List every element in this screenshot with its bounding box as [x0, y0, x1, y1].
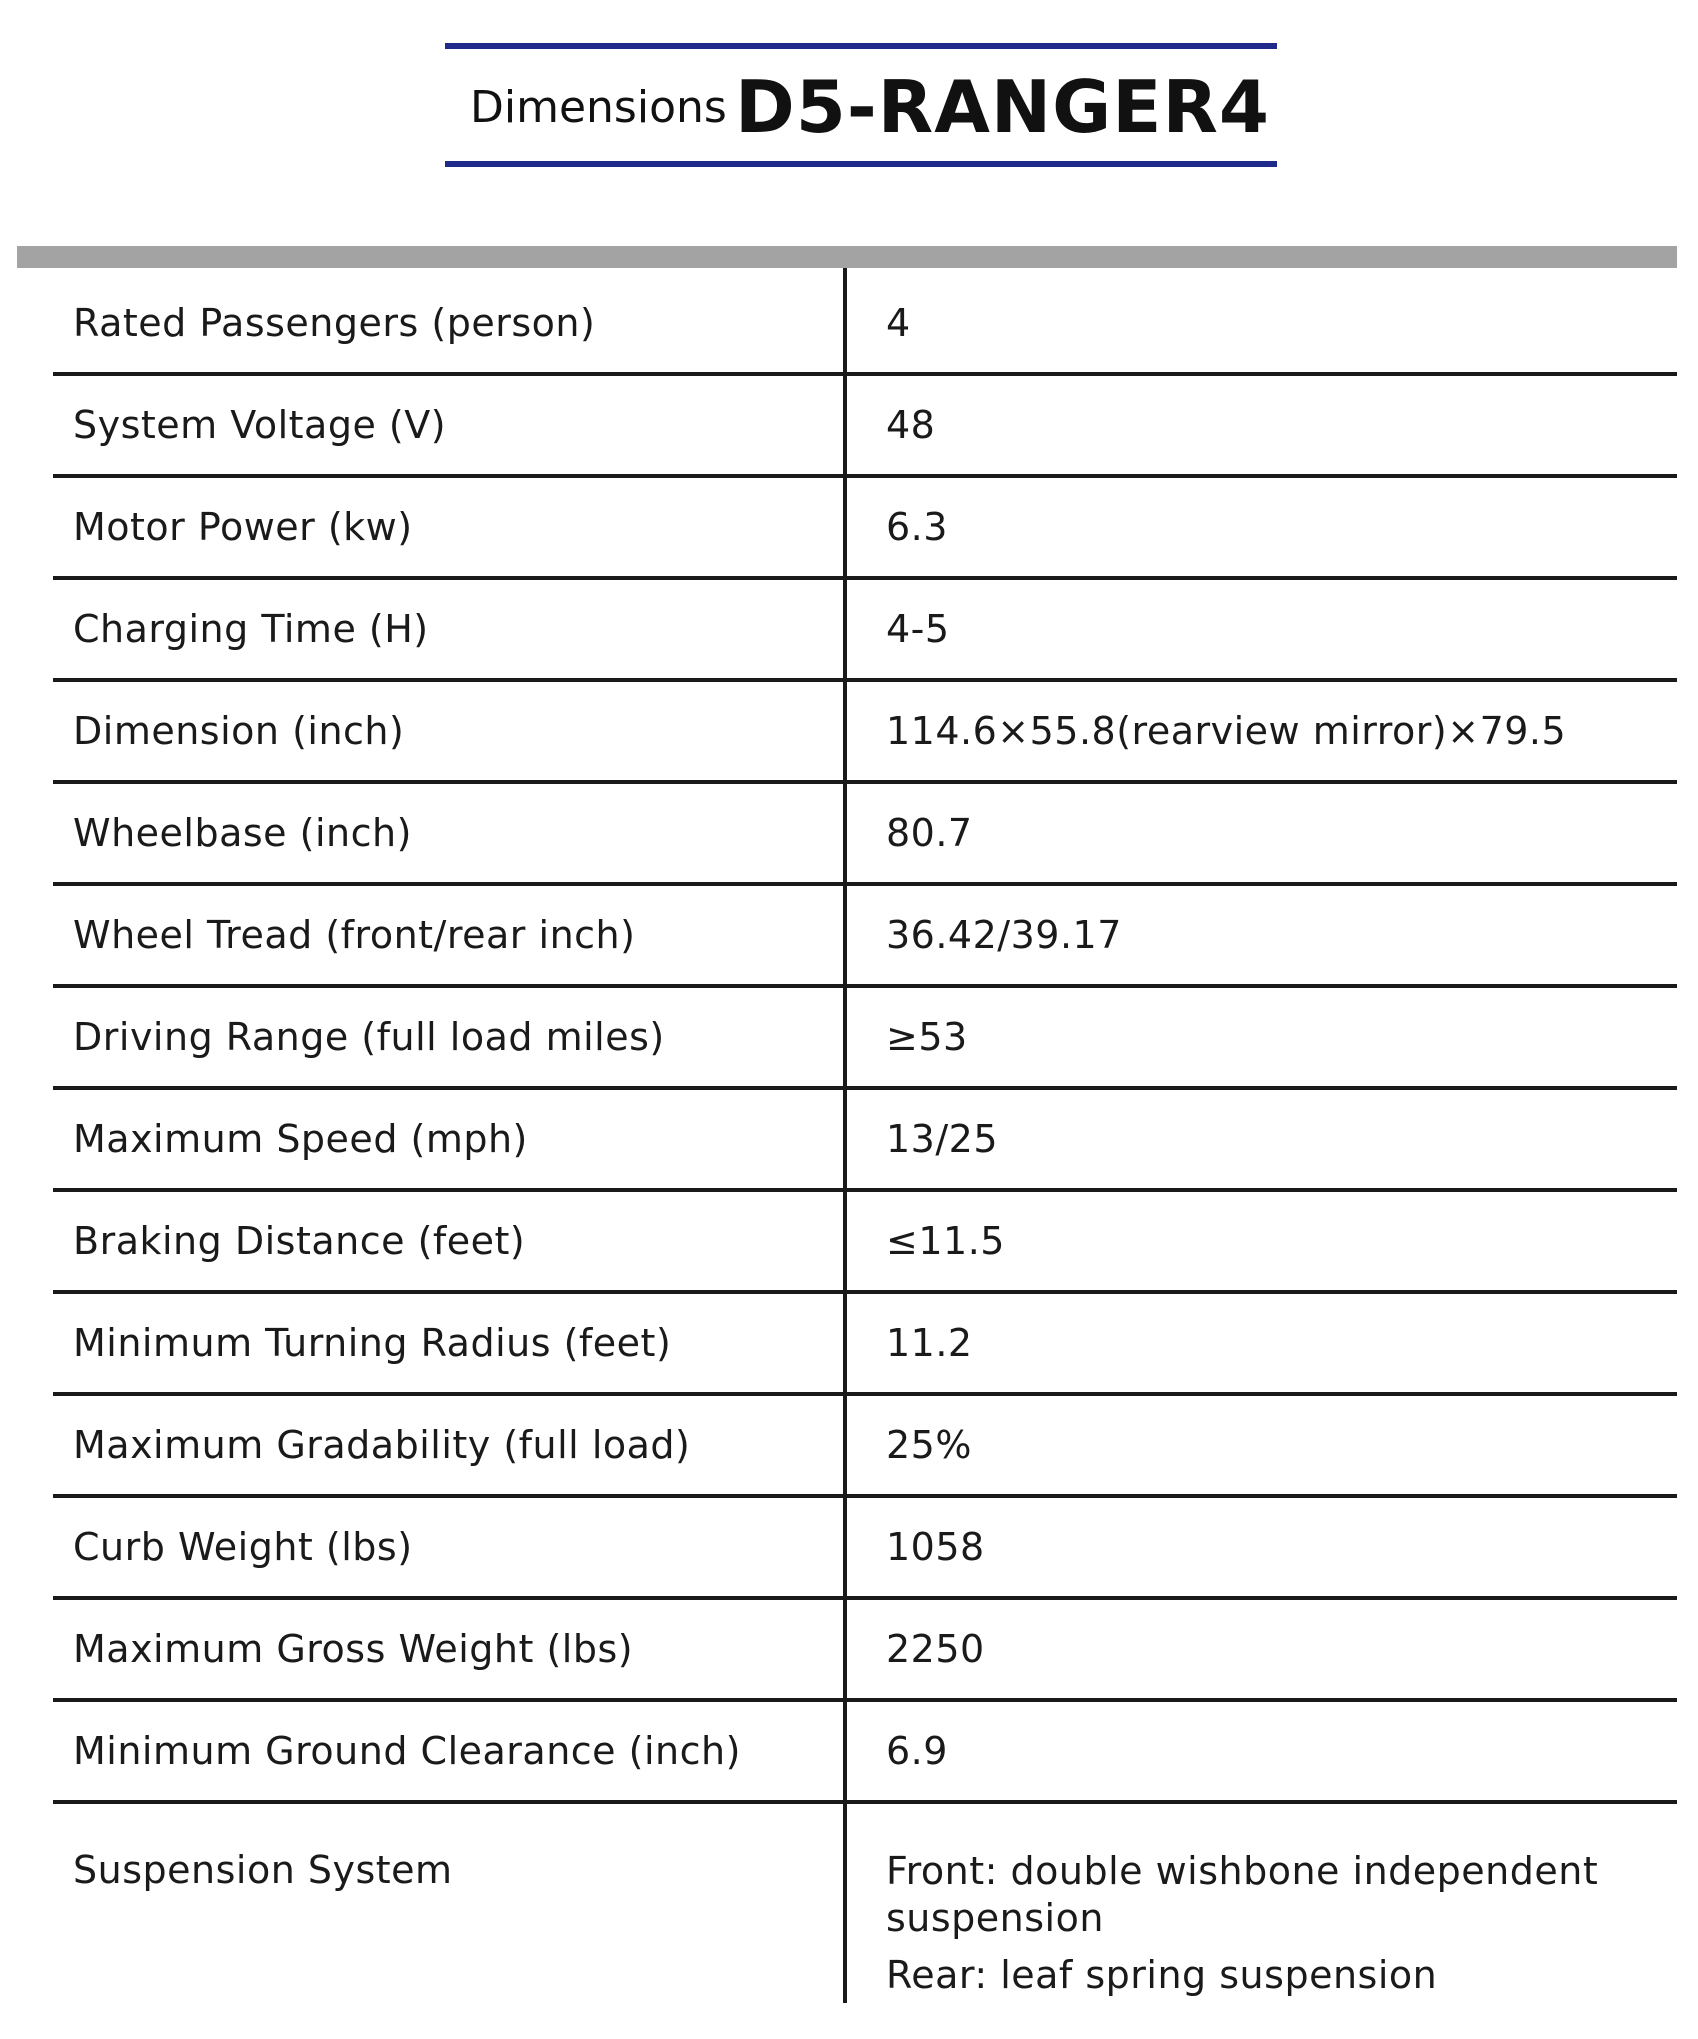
- spec-value: 6.9: [886, 1729, 948, 1773]
- spec-value: 6.3: [886, 505, 948, 549]
- spec-value: 114.6×55.8(rearview mirror)×79.5: [886, 709, 1567, 753]
- spec-value: 11.2: [886, 1321, 973, 1365]
- spec-label: Charging Time (H): [73, 607, 429, 651]
- table-row: [53, 1700, 1677, 1802]
- spec-label: Maximum Gradability (full load): [73, 1423, 691, 1467]
- spec-value: 80.7: [886, 811, 973, 855]
- table-top-bar: [17, 246, 1677, 268]
- spec-value: 13/25: [886, 1117, 999, 1161]
- spec-label: Braking Distance (feet): [73, 1219, 526, 1263]
- table-row: [53, 1190, 1677, 1292]
- spec-label: Maximum Speed (mph): [73, 1117, 528, 1161]
- table-row: [53, 680, 1677, 782]
- title-box: [445, 43, 1277, 167]
- table-row: [53, 476, 1677, 578]
- table-row: [53, 1292, 1677, 1394]
- spec-value: 48: [886, 403, 936, 447]
- table-row: [53, 986, 1677, 1088]
- spec-value: 25%: [886, 1423, 972, 1467]
- table-row: [53, 782, 1677, 884]
- table-row: [53, 272, 1677, 374]
- spec-value: 4: [886, 301, 911, 345]
- spec-label: Maximum Gross Weight (lbs): [73, 1627, 634, 1671]
- spec-label: Curb Weight (lbs): [73, 1525, 413, 1569]
- spec-value: 1058: [886, 1525, 985, 1569]
- spec-label: Rated Passengers (person): [73, 301, 596, 345]
- spec-label: Suspension System: [73, 1848, 453, 1892]
- spec-label: Motor Power (kw): [73, 505, 413, 549]
- table-row: [53, 1496, 1677, 1598]
- table-row-suspension: [53, 1834, 1677, 2004]
- spec-label: Wheelbase (inch): [73, 811, 412, 855]
- spec-label: Dimension (inch): [73, 709, 405, 753]
- spec-value: [886, 1848, 1646, 1999]
- table-row: [53, 578, 1677, 680]
- spec-label: Wheel Tread (front/rear inch): [73, 913, 636, 957]
- row-divider: [53, 1800, 1677, 1804]
- spec-label: Driving Range (full load miles): [73, 1015, 665, 1059]
- spec-value: ≥53: [886, 1015, 968, 1059]
- header-label: Dimensions: [470, 82, 727, 133]
- table-row: [53, 1598, 1677, 1700]
- table-row: [53, 374, 1677, 476]
- spec-value: 4-5: [886, 607, 950, 651]
- table-row: [53, 1394, 1677, 1496]
- spec-label: Minimum Turning Radius (feet): [73, 1321, 672, 1365]
- table-row: [53, 1088, 1677, 1190]
- suspension-front: Front: double wishbone independent suspension: [886, 1849, 1599, 1940]
- spec-label: System Voltage (V): [73, 403, 447, 447]
- spec-value: 36.42/39.17: [886, 913, 1122, 957]
- spec-value: 2250: [886, 1627, 985, 1671]
- suspension-rear: Rear: leaf spring suspension: [886, 1953, 1438, 1997]
- spec-value: ≤11.5: [886, 1219, 1005, 1263]
- model-name: D5-RANGER4: [735, 65, 1270, 149]
- table-row: [53, 884, 1677, 986]
- spec-label: Minimum Ground Clearance (inch): [73, 1729, 741, 1773]
